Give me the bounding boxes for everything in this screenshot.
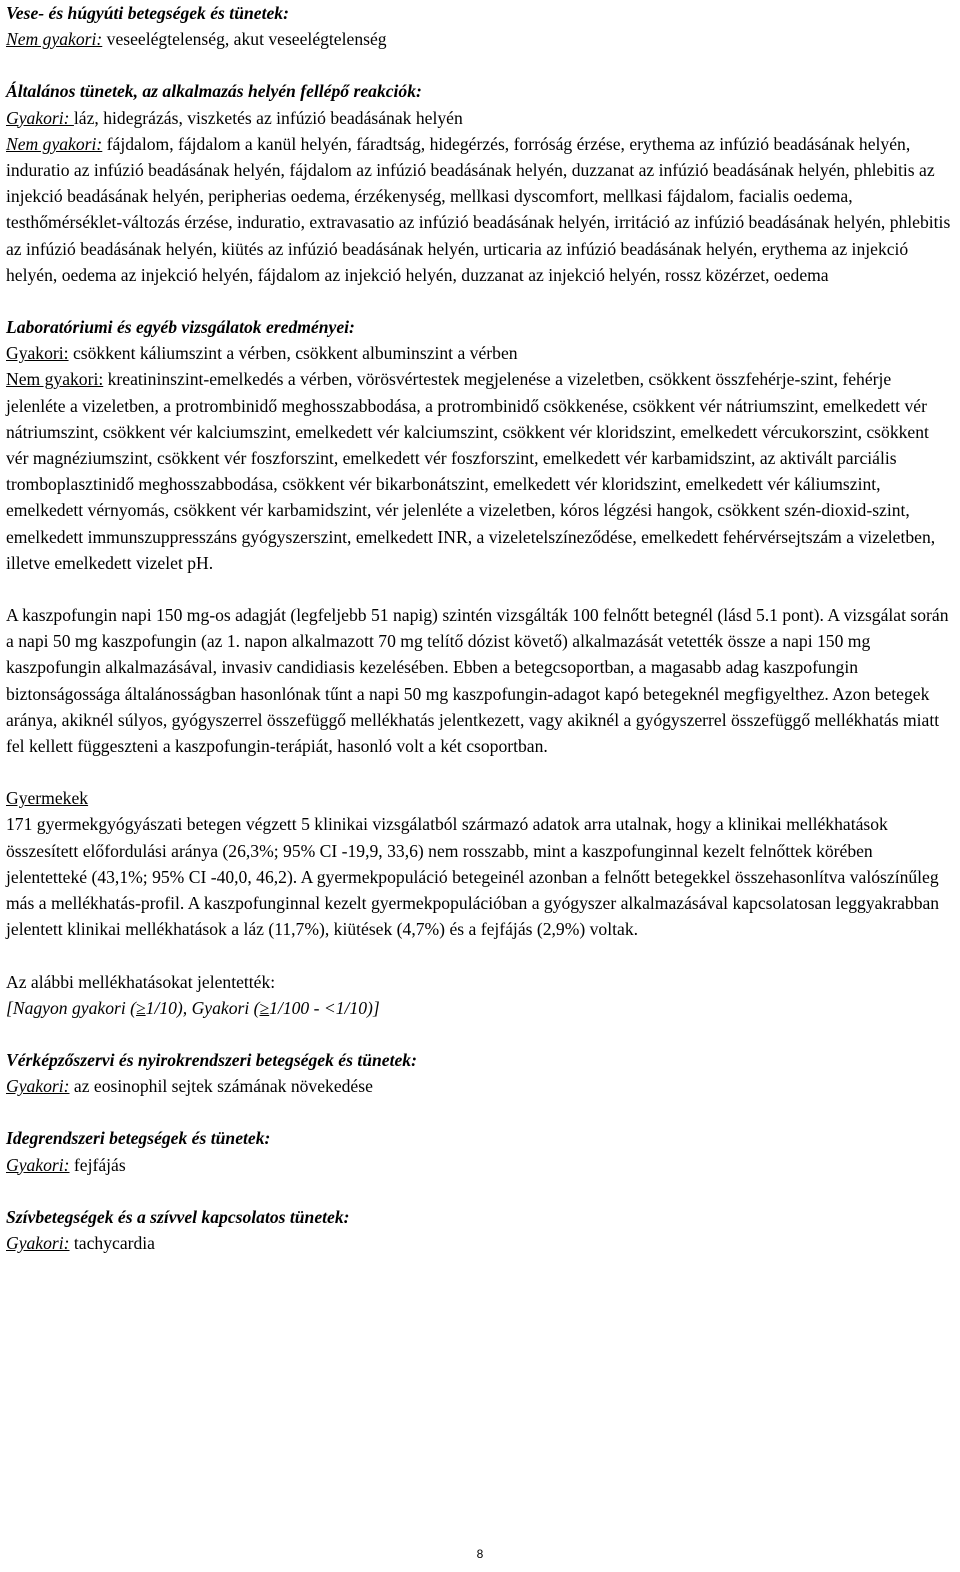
frequency-entry <box>6 366 954 576</box>
frequency-text: kreatininszint-emelkedés a vérben, vörösvértestek megjelenése a vizeletben, csökkent összfehérje-szint, fehérje jelenléte a vizeletben, a protrombinidő meghosszabbodása, a protrombinidő csökkenése, csökkent vér nátriumszint, emelkedett vér nátriumszint, csökkent vér kalciumszint, emelkedett vér kalciumszint, csökkent vér kloridszint, emelkedett vércukorszint, csökkent vér magnéziumszint, csökkent vér foszforszint, emelkedett vér foszforszint, emelkedett vér karbamidszint, az aktivált parciális tromboplasztinidő meghosszabbodása, csökkent vér bikarbonátszint, emelkedett vér kloridszint, emelkedett vér káliumszint, emelkedett vérnyomás, csökkent vér karbamidszint, vér jelenléte a vizeletben, kóros légzési hangok, csökkent szén-dioxid-szint, emelkedett immunszuppresszáns gyógyszerszint, emelkedett INR, a vizeletelszíneződése, emelkedett fehérvérsejtszám a vizeletben, illetve emelkedett vizelet pH. <box>6 369 936 573</box>
section-renal <box>6 0 954 52</box>
frequency-legend <box>6 995 954 1021</box>
frequency-entry <box>6 26 954 52</box>
frequency-entry <box>6 1230 954 1256</box>
frequency-label: Nem gyakori: <box>6 133 103 154</box>
section-heading: Szívbetegségek és a szívvel kapcsolatos tünetek: <box>6 1206 350 1227</box>
section-heading: Idegrendszeri betegségek és tünetek: <box>6 1128 271 1149</box>
frequency-label: Gyakori: <box>6 1154 70 1175</box>
section-cardiac <box>6 1204 954 1256</box>
section-heading: Laboratóriumi és egyéb vizsgálatok eredményei: <box>6 317 355 338</box>
frequency-text: veseelégtelenség, akut veseelégtelenség <box>102 29 387 50</box>
page-number: 8 <box>476 1547 484 1561</box>
frequency-text: csökkent káliumszint a vérben, csökkent albuminszint a vérben <box>68 343 518 364</box>
frequency-label: Nem gyakori: <box>6 29 103 50</box>
legend-part: 1/10), Gyakori ( <box>145 997 260 1018</box>
section-blood <box>6 1047 954 1099</box>
frequency-entry <box>6 1152 954 1178</box>
frequency-text: tachycardia <box>69 1232 155 1253</box>
section-heading: Vese- és húgyúti betegségek és tünetek: <box>6 3 289 23</box>
section-children <box>6 785 954 942</box>
legend-part: [Nagyon gyakori ( <box>6 997 136 1018</box>
frequency-label: Gyakori: <box>6 343 69 364</box>
ge-symbol: ≥ <box>135 997 146 1018</box>
frequency-label: Gyakori: <box>6 1076 70 1097</box>
frequency-label: Gyakori: <box>6 1232 70 1253</box>
section-high-dose <box>6 602 954 759</box>
section-reported <box>6 969 954 1021</box>
children-title: Gyermekek <box>6 788 89 809</box>
reported-intro: Az alábbi mellékhatásokat jelentették: <box>6 971 276 992</box>
document-page <box>6 0 954 1282</box>
legend-part: 1/100 - <1/10)] <box>269 997 380 1018</box>
ge-symbol: ≥ <box>259 997 270 1018</box>
frequency-text: láz, hidegrázás, viszketés az infúzió beadásának helyén <box>73 107 463 128</box>
frequency-text: fájdalom, fájdalom a kanül helyén, fáradtság, hidegérzés, forróság érzése, erythema az infúzió beadásának helyén, induratio az infúzió beadásának helyén, fájdalom az infúzió beadásának helyén, duzzanat az infúzió beadásának helyén, phlebitis az injekció beadásának helyén, peripherias oedema, érzékenység, mellkasi dyscomfort, mellkasi fájdalom, facialis oedema, testhőmérséklet-változás érzése, induratio, extravasatio az infúzió beadásának helyén, irritáció az infúzió beadásának helyén, phlebitis az infúzió beadásának helyén, kiütés az infúzió beadásának helyén, urticaria az infúzió beadásának helyén, erythema az injekció helyén, oedema az injekció helyén, fájdalom az injekció helyén, duzzanat az injekció helyén, rossz közérzet, oedema <box>6 133 951 285</box>
section-nervous <box>6 1125 954 1177</box>
section-heading: Vérképzőszervi és nyirokrendszeri betegségek és tünetek: <box>6 1049 417 1070</box>
children-text: 171 gyermekgyógyászati betegen végzett 5 klinikai vizsgálatból származó adatok arra utalnak, hogy a klinikai mellékhatások összesített előfordulási aránya (26,3%; 95% CI -19,9, 33,6) nem rosszabb, mint a kaszpofunginnal kezelt felnőttek körében jelentetteké (43,1%; 95% CI -40,0, 46,2). A gyermekpopuláció betegeinél azonban a felnőtt betegekkel összehasonlítva valószínűleg más a mellékhatás-profil. A kaszpofunginnal kezelt gyermekpopulációban a gyógyszer alkalmazásával kapcsolatosan leggyakrabban jelentett klinikai mellékhatások a láz (11,7%), kiütések (4,7%) és a fejfájás (2,9%) voltak. <box>6 814 940 940</box>
paragraph-high-dose: A kaszpofungin napi 150 mg-os adagját (legfeljebb 51 napig) szintén vizsgálták 100 felnőtt betegnél (lásd 5.1 pont). A vizsgálat során a napi 50 mg kaszpofungin (az 1. napon alkalmazott 70 mg telítő dózist követő) alkalmazását vetették össze a napi 150 mg kaszpofungin alkalmazásával, invasiv candidiasis kezelésében. Ebben a betegcsoportban, a magasabb adag kaszpofungin biztonságossága általánosságban hasonlónak tűnt a napi 50 mg kaszpofungin-adagot kapó betegeknél megfigyelthez. Azon betegek aránya, akiknél súlyos, gyógyszerrel összefüggő mellékhatás jelentkezett, vagy akiknél a gyógyszerrel összefüggő mellékhatás miatt fel kellett függeszteni a kaszpofungin-terápiát, hasonló volt a két csoportban. <box>6 605 949 757</box>
frequency-label: Gyakori: <box>6 107 74 128</box>
section-lab <box>6 314 954 576</box>
frequency-text: fejfájás <box>69 1154 126 1175</box>
section-heading: Általános tünetek, az alkalmazás helyén fellépő reakciók: <box>6 81 422 102</box>
frequency-entry <box>6 131 954 288</box>
frequency-text: az eosinophil sejtek számának növekedése <box>69 1076 373 1097</box>
frequency-entry <box>6 340 954 366</box>
frequency-entry <box>6 1073 954 1099</box>
section-general <box>6 78 954 288</box>
frequency-entry <box>6 105 954 131</box>
frequency-label: Nem gyakori: <box>6 369 104 390</box>
